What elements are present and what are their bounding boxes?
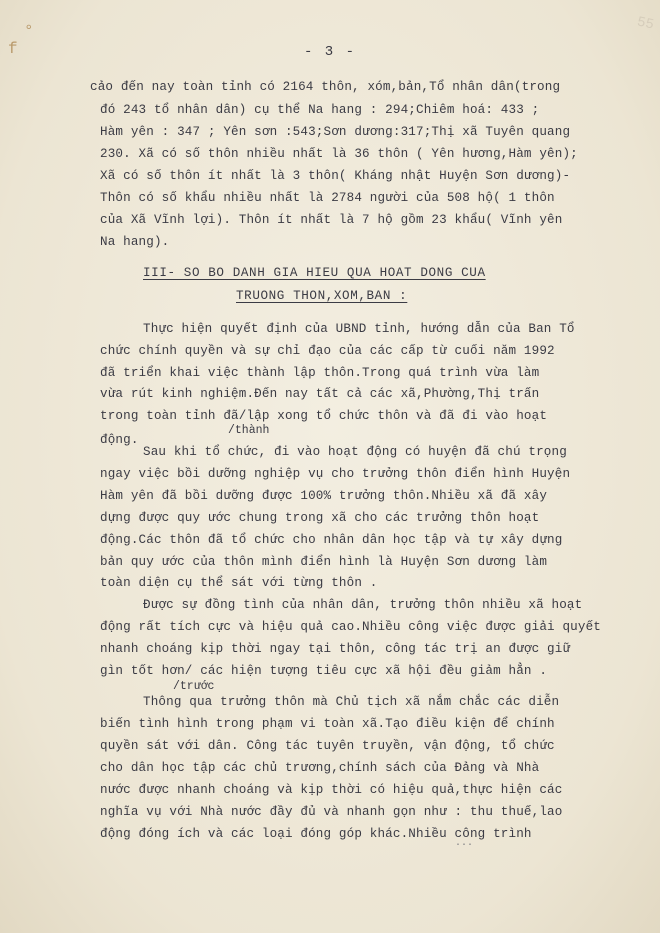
text-line: nghĩa vụ với Nhà nước đầy đủ và nhanh gọn như : thu thuế,lao	[100, 805, 563, 819]
text-line: động.Các thôn đã tổ chức cho nhân dân học tập và tự xây dựng	[100, 533, 563, 547]
text-line: Xã có số thôn ít nhất là 3 thôn( Kháng nhật Huyện Sơn dương)-	[100, 169, 571, 183]
text-line: Thực hiện quyết định của UBND tỉnh, hướng dẫn của Ban Tổ	[143, 322, 575, 336]
text-line: cảo đến nay toàn tỉnh có 2164 thôn, xóm,bản,Tổ nhân dân(trong	[90, 80, 561, 94]
text-line: Thôn có số khẩu nhiều nhất là 2784 người của 508 hộ( 1 thôn	[100, 191, 555, 205]
section-heading-continued	[236, 289, 407, 303]
text-line: bản quy ước của thôn mình điển hình là Huyện Sơn dương làm	[100, 555, 548, 569]
text-line: ngay việc bồi dưỡng nghiệp vụ cho trưởng thôn điển hình Huyện	[100, 467, 571, 481]
text-line: Thông qua trưởng thôn mà Chủ tịch xã nắm chắc các diễn	[143, 695, 560, 709]
text-line: Hàm yên đã bồi dưỡng được 100% trưởng thôn.Nhiều xã đã xây	[100, 489, 548, 503]
text-line: toàn diện cụ thể sát với từng thôn .	[100, 576, 378, 590]
text-line: Hàm yên : 347 ; Yên sơn :543;Sơn dương:317;Thị xã Tuyên quang	[100, 125, 571, 139]
text-line: gìn tốt hơn/ các hiện tượng tiêu cực xã hội đều giảm hẳn .	[100, 664, 548, 678]
page-number: - 3 -	[303, 44, 356, 60]
handwritten-insert: /thành	[228, 424, 270, 437]
text-line: quyền sát với dân. Công tác tuyên truyền, vận động, tổ chức	[100, 739, 555, 753]
text-line: của Xã Vĩnh lợi). Thôn ít nhất là 7 hộ gồm 23 khẩu( Vĩnh yên	[100, 213, 563, 227]
section-heading-line-1: III- SO BO DANH GIA HIEU QUA HOAT DONG CUA	[143, 266, 486, 280]
text-line: dựng được quy ước chung trong xã cho các trưởng thôn hoạt	[100, 511, 540, 525]
corner-mark-1: °	[24, 22, 34, 40]
section-heading-line-2: TRUONG THON,XOM,BAN :	[236, 289, 408, 303]
text-line: động rất tích cực và hiệu quả cao.Nhiều công việc được giải quyết	[100, 620, 601, 634]
continuation-marker: ...	[455, 838, 474, 849]
text-line: biến tình hình trong phạm vi toàn xã.Tạo điều kiện để chính	[100, 717, 555, 731]
text-line: Được sự đồng tình của nhân dân, trưởng thôn nhiều xã hoạt	[143, 598, 583, 612]
handwritten-insert: /trước	[173, 680, 215, 693]
text-line: nhanh choáng kịp thời ngay tại thôn, công tác trị an được giữ	[100, 642, 571, 656]
text-line: động.	[100, 433, 139, 447]
text-line: động đóng ích và các loại đóng góp khác.Nhiều công trình	[100, 827, 532, 841]
text-line: trong toàn tỉnh đã/lập xong tổ chức thôn và đã đi vào hoạt	[100, 409, 548, 423]
text-line: Sau khi tổ chức, đi vào hoạt động có huyện đã chú trọng	[143, 445, 567, 459]
text-line: 230. Xã có số thôn nhiều nhất là 36 thôn ( Yên hương,Hàm yên);	[100, 147, 578, 161]
text-line: đã triển khai việc thành lập thôn.Trong quá trình vừa làm	[100, 366, 540, 380]
text-line: vừa rút kinh nghiệm.Đến nay tất cả các xã,Phường,Thị trấn	[100, 387, 540, 401]
text-line: nước được nhanh choáng và kịp thời có hiệu quả,thực hiện các	[100, 783, 563, 797]
text-line: đó 243 tổ nhân dân) cụ thể Na hang : 294;Chiêm hoá: 433 ;	[100, 103, 540, 117]
section-heading	[143, 266, 486, 280]
text-line: Na hang).	[100, 235, 170, 249]
corner-mark-2: f	[8, 40, 18, 58]
text-line: chức chính quyền và sự chỉ đạo của các cấp từ cuối năm 1992	[100, 344, 555, 358]
corner-page-stamp: 55	[635, 14, 656, 34]
text-line: cho dân học tập các chủ trương,chính sách của Đảng và Nhà	[100, 761, 540, 775]
